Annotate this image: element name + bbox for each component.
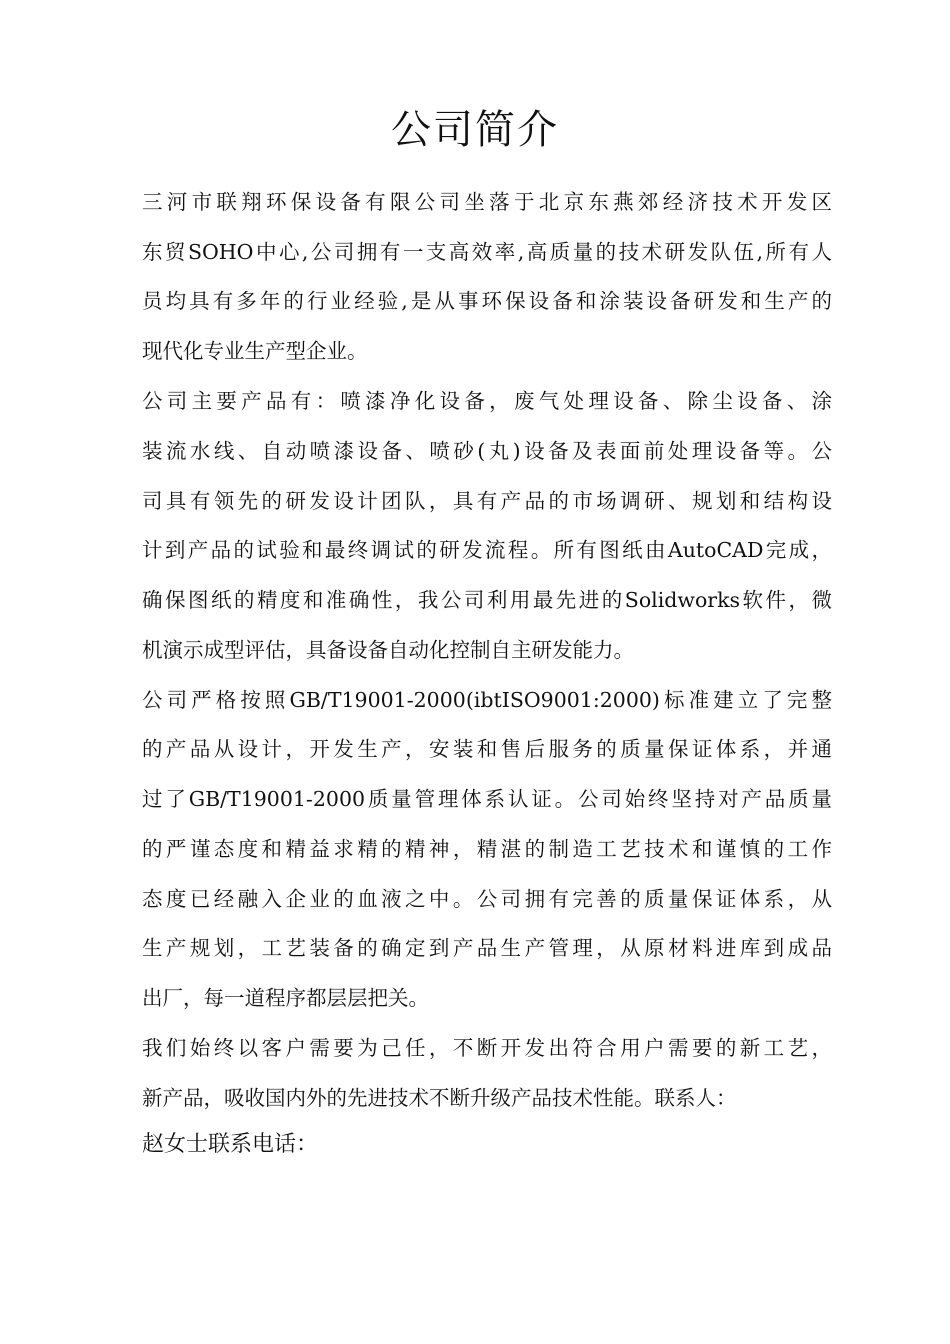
paragraph-2-line-2: 装流水线、自动喷漆设备、喷砂(丸)设备及表面前处理设备等。公 — [142, 439, 832, 463]
paragraph-3-line-4: 的严谨态度和精益求精的精神，精湛的制造工艺技术和谨慎的工作 — [142, 837, 832, 861]
contact-line: 赵女士联系电话： — [142, 1132, 319, 1157]
paragraph-3-line-6: 生产规划，工艺装备的确定到产品生产管理，从原材料进库到成品 — [142, 936, 832, 960]
paragraph-1-line-2: 东贸SOHO中心,公司拥有一支高效率,高质量的技术研发队伍,所有人 — [142, 240, 832, 264]
paragraph-2-line-5: 确保图纸的精度和准确性，我公司利用最先进的Solidworks软件，微 — [142, 588, 832, 612]
paragraph-2-line-1: 公司主要产品有：喷漆净化设备，废气处理设备、除尘设备、涂 — [142, 389, 832, 413]
paragraph-3-line-5: 态度已经融入企业的血液之中。公司拥有完善的质量保证体系，从 — [142, 887, 832, 911]
paragraph-2-line-6: 机演示成型评估，具备设备自动化控制自主研发能力。 — [142, 638, 634, 662]
paragraph-3-line-3: 过了GB/T19001-2000质量管理体系认证。公司始终坚持对产品质量 — [142, 787, 832, 811]
paragraph-1-line-1: 三河市联翔环保设备有限公司坐落于北京东燕郊经济技术开发区 — [142, 190, 832, 214]
paragraph-1-line-4: 现代化专业生产型企业。 — [142, 339, 368, 363]
paragraph-4-line-1: 我们始终以客户需要为己任，不断开发出符合用户需要的新工艺， — [142, 1036, 832, 1060]
page-title: 公司简介 — [391, 107, 559, 153]
paragraph-2-line-4: 计到产品的试验和最终调试的研发流程。所有图纸由AutoCAD完成， — [142, 538, 832, 562]
paragraph-2-line-3: 司具有领先的研发设计团队，具有产品的市场调研、规划和结构设 — [142, 489, 832, 513]
paragraph-3-line-7: 出厂，每一道程序都层层把关。 — [142, 986, 429, 1010]
paragraph-3-line-2: 的产品从设计，开发生产，安装和售后服务的质量保证体系，并通 — [142, 737, 832, 761]
paragraph-1-line-3: 员均具有多年的行业经验,是从事环保设备和涂装设备研发和生产的 — [142, 289, 832, 313]
paragraph-4-line-2: 新产品，吸收国内外的先进技术不断升级产品技术性能。联系人： — [142, 1086, 737, 1110]
paragraph-3-line-1: 公司严格按照GB/T19001-2000(ibtISO9001:2000)标准建立了完整 — [142, 688, 832, 712]
